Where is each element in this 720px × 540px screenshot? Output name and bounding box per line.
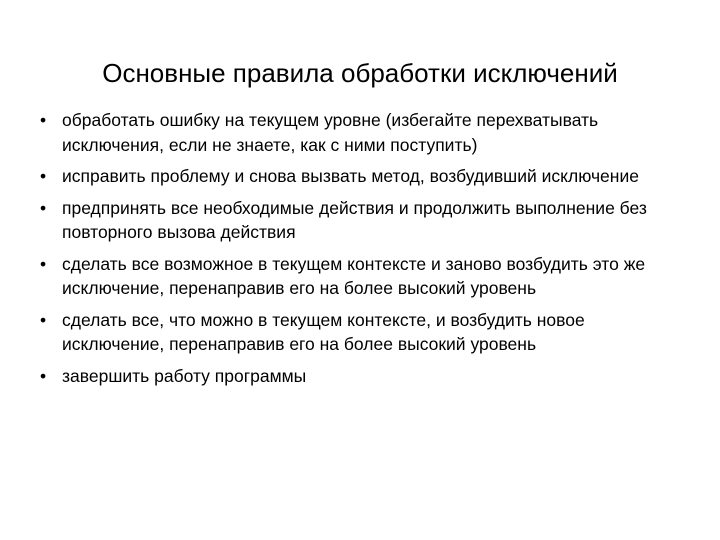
- bullet-text: сделать все возможное в текущем контексте и заново возбудить это же исключение, перенаправив его на более высокий уровень: [62, 253, 646, 298]
- slide-title: Основные правила обработки исключений: [102, 58, 618, 88]
- bullet-dot-icon: •: [40, 253, 47, 274]
- bullet-item: [36, 164, 688, 189]
- bullet-dot-icon: •: [40, 166, 47, 186]
- bullet-text: предпринять все необходимые действия и продолжить выполнение без повторного вызова действия: [62, 197, 647, 242]
- bullet-item: [36, 308, 688, 357]
- bullet-dot-icon: •: [40, 309, 47, 330]
- bullet-text: исправить проблему и снова вызвать метод, возбудивший исключение: [62, 166, 639, 186]
- bullet-item: [36, 252, 688, 301]
- bullet-text: сделать все, что можно в текущем контексте, и возбудить новое исключение, перенаправив его на более высокий уровень: [62, 309, 585, 354]
- bullet-item: [36, 108, 688, 157]
- bullet-item: [36, 196, 688, 245]
- bullet-dot-icon: •: [40, 110, 47, 130]
- bullet-dot-icon: •: [40, 365, 47, 386]
- bullet-text: завершить работу программы: [62, 365, 307, 386]
- bullet-dot-icon: •: [40, 197, 47, 218]
- bullet-text: обработать ошибку на текущем уровне (избегайте перехватывать исключения, если не знаете, как с ними поступить): [62, 110, 599, 155]
- bullet-list: [36, 108, 688, 395]
- bullet-item: [36, 364, 688, 389]
